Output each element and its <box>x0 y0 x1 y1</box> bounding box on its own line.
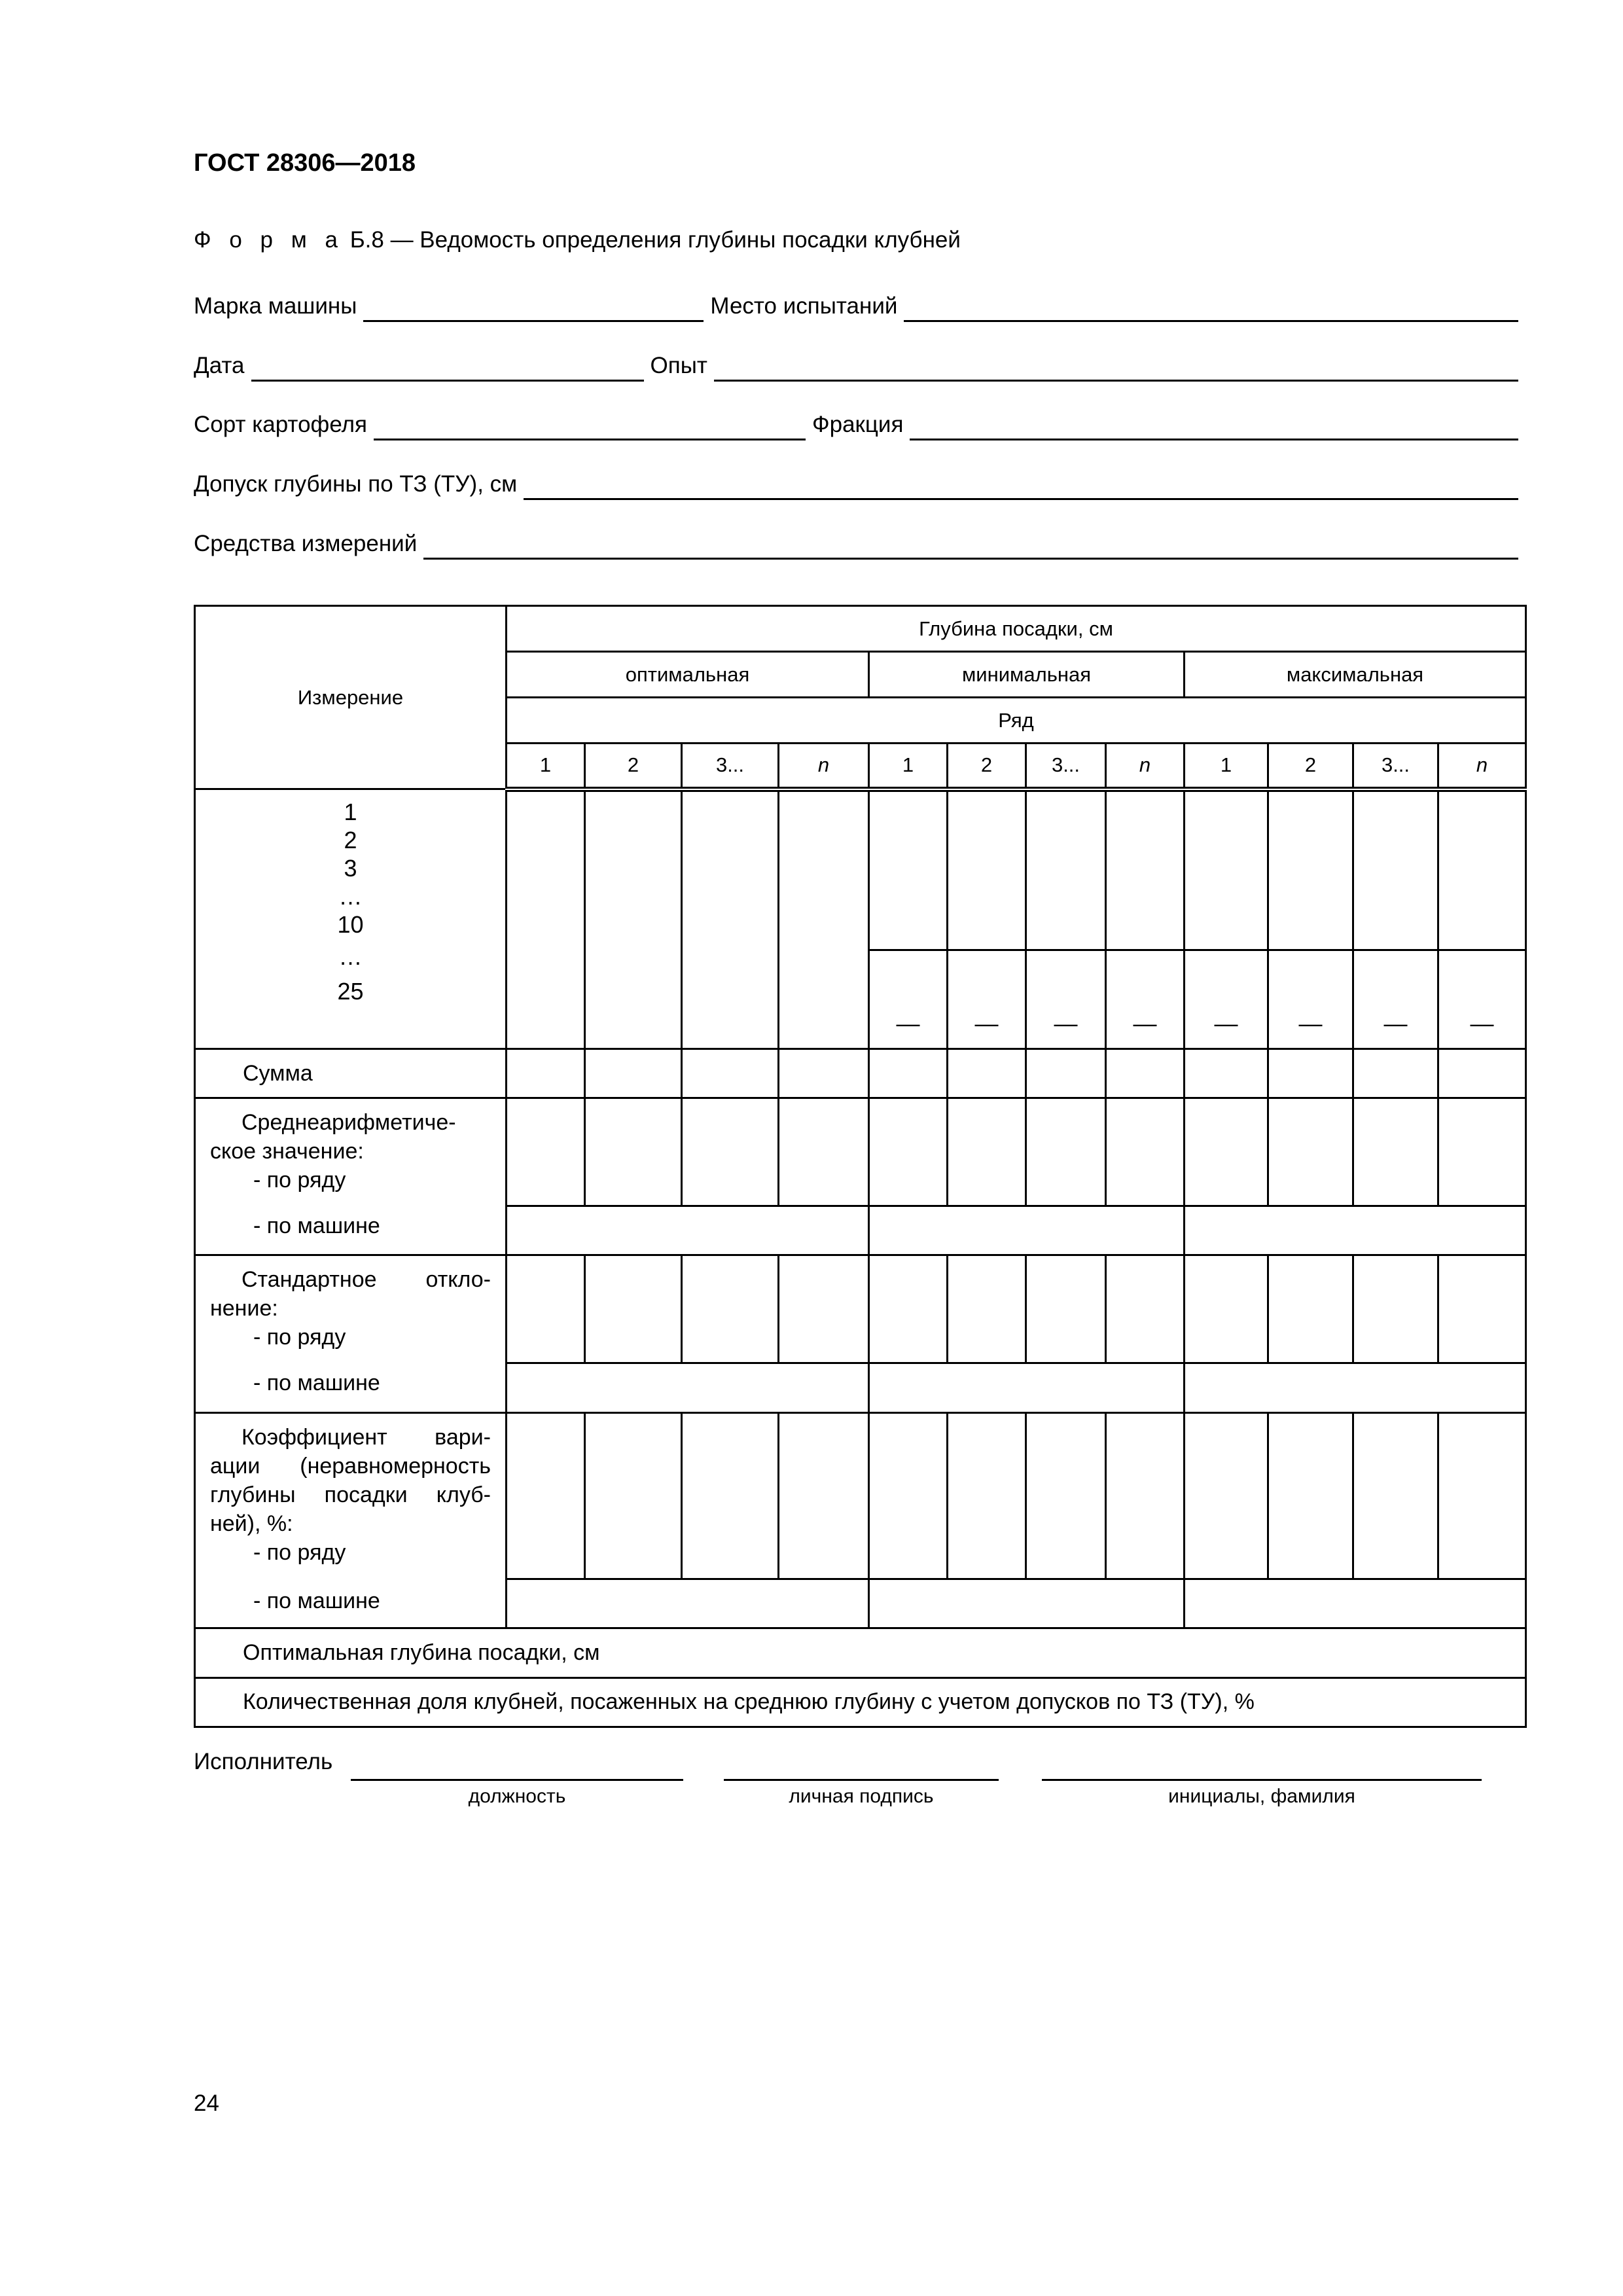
cell-input[interactable] <box>1185 1049 1268 1098</box>
col-min-3: 3... <box>1026 744 1106 789</box>
col-max-3: 3... <box>1353 744 1438 789</box>
mean-label-line: ское значение: <box>210 1139 364 1164</box>
name-line[interactable] <box>1042 1779 1482 1781</box>
cell-input[interactable] <box>1026 1412 1106 1579</box>
cell-input[interactable] <box>948 1255 1026 1363</box>
cell-input[interactable] <box>507 1049 585 1098</box>
col-max-1: 1 <box>1185 744 1268 789</box>
row-number: 2 <box>344 827 357 853</box>
form-title <box>194 227 961 253</box>
machine-label: Марка машины <box>194 293 357 319</box>
std-label-line: нение: <box>210 1296 278 1321</box>
cv-label-line: ации (неравномерность <box>210 1453 491 1479</box>
cell-input[interactable] <box>682 1412 779 1579</box>
cell-input[interactable] <box>682 789 779 1049</box>
dash-cell: — <box>1268 950 1353 1049</box>
cell-input[interactable] <box>682 1049 779 1098</box>
row-number: … <box>338 943 363 970</box>
cell-input[interactable] <box>948 1049 1026 1098</box>
dash-cell: — <box>1106 950 1185 1049</box>
variety-input-line[interactable] <box>374 414 806 440</box>
field-row-instruments <box>194 527 1518 560</box>
mean-machine-max[interactable] <box>1185 1206 1526 1255</box>
std-per-row: - по ряду <box>253 1325 346 1350</box>
machine-input-line[interactable] <box>363 295 704 322</box>
cell-input[interactable] <box>1438 789 1526 950</box>
col-min-n: n <box>1106 744 1185 789</box>
dash-cell: — <box>869 950 948 1049</box>
cv-machine-min[interactable] <box>869 1579 1185 1628</box>
cell-input[interactable] <box>1353 1255 1438 1363</box>
cell-input[interactable] <box>1268 789 1353 950</box>
dash-cell: — <box>1353 950 1438 1049</box>
cell-input[interactable] <box>507 789 585 1049</box>
fraction-input-line[interactable] <box>910 414 1518 440</box>
col-min-2: 2 <box>948 744 1026 789</box>
row-header: Ряд <box>507 698 1526 744</box>
field-row-date <box>194 349 1518 382</box>
cell-input[interactable] <box>1026 1049 1106 1098</box>
row-number: 10 <box>337 911 364 938</box>
cell-input[interactable] <box>779 1098 869 1206</box>
mean-per-machine: - по машине <box>253 1213 380 1239</box>
cv-label-line: глубины посадки клуб- <box>210 1482 491 1507</box>
row-number: 3 <box>344 855 357 882</box>
fraction-label: Фракция <box>812 412 904 437</box>
cell-input[interactable] <box>1026 1098 1106 1206</box>
cell-input[interactable] <box>1268 1049 1353 1098</box>
cell-input[interactable] <box>869 789 948 950</box>
cell-input[interactable] <box>585 1049 682 1098</box>
measurement-header: Измерение <box>195 606 507 789</box>
place-label: Место испытаний <box>710 293 898 319</box>
form-name: Б.8 — Ведомость определения глубины посадки клубней <box>349 227 961 253</box>
cell-input[interactable] <box>1106 1098 1185 1206</box>
cell-input[interactable] <box>1438 1049 1526 1098</box>
std-label-line: Стандартное откло- <box>241 1267 491 1293</box>
std-machine-min[interactable] <box>869 1363 1185 1412</box>
mean-per-row: - по ряду <box>253 1168 346 1193</box>
experiment-label: Опыт <box>650 353 707 378</box>
instruments-label: Средства измерений <box>194 531 418 556</box>
cell-input[interactable] <box>779 1255 869 1363</box>
cell-input[interactable] <box>869 1049 948 1098</box>
cell-input[interactable] <box>1106 1049 1185 1098</box>
depth-form-table <box>194 605 1527 1728</box>
tolerance-input-line[interactable] <box>524 473 1518 500</box>
cell-input[interactable] <box>779 1049 869 1098</box>
cv-label-line: Коэффициент вари- <box>241 1424 491 1450</box>
group-minimal: минимальная <box>869 652 1185 698</box>
std-label <box>195 1255 507 1412</box>
col-opt-n: n <box>779 744 869 789</box>
group-maximal: максимальная <box>1185 652 1526 698</box>
date-input-line[interactable] <box>251 355 644 382</box>
mean-machine-min[interactable] <box>869 1206 1185 1255</box>
cell-input[interactable] <box>869 1255 948 1363</box>
cv-machine-max[interactable] <box>1185 1579 1526 1628</box>
position-caption: должность <box>468 1785 566 1807</box>
cell-input[interactable] <box>507 1255 585 1363</box>
cell-input[interactable] <box>779 1412 869 1579</box>
cell-input[interactable] <box>1106 1412 1185 1579</box>
cell-input[interactable] <box>585 1412 682 1579</box>
name-caption: инициалы, фамилия <box>1168 1785 1355 1807</box>
cell-input[interactable] <box>1185 789 1268 950</box>
instruments-input-line[interactable] <box>423 533 1518 560</box>
row-number: 25 <box>337 978 364 1005</box>
dash-cell: — <box>1026 950 1106 1049</box>
field-row-tolerance <box>194 467 1518 500</box>
cell-input[interactable] <box>1353 1412 1438 1579</box>
mean-label <box>195 1098 507 1255</box>
field-row-variety <box>194 408 1518 440</box>
cell-input[interactable] <box>507 1412 585 1579</box>
position-line[interactable] <box>351 1779 683 1781</box>
cell-input[interactable] <box>1268 1412 1353 1579</box>
col-opt-1: 1 <box>507 744 585 789</box>
document-header: ГОСТ 28306—2018 <box>194 149 416 177</box>
cell-input[interactable] <box>948 1412 1026 1579</box>
cell-input[interactable] <box>507 1098 585 1206</box>
date-label: Дата <box>194 353 245 378</box>
cell-input[interactable] <box>585 789 682 1049</box>
cell-input[interactable] <box>1438 1098 1526 1206</box>
std-machine-max[interactable] <box>1185 1363 1526 1412</box>
variety-label: Сорт картофеля <box>194 412 368 437</box>
dash-cell: — <box>948 950 1026 1049</box>
signature-caption: личная подпись <box>789 1785 934 1807</box>
cell-input[interactable] <box>1268 1255 1353 1363</box>
std-per-machine: - по машине <box>253 1371 380 1396</box>
sum-label: Сумма <box>195 1049 507 1098</box>
cell-input[interactable] <box>869 1412 948 1579</box>
place-input-line[interactable] <box>904 295 1518 322</box>
cell-input[interactable] <box>1026 789 1106 950</box>
row-number: 1 <box>344 798 357 825</box>
tolerance-label: Допуск глубины по ТЗ (ТУ), см <box>194 471 518 497</box>
dash-cell: — <box>1438 950 1526 1049</box>
col-opt-3: 3... <box>682 744 779 789</box>
cell-input[interactable] <box>1353 1049 1438 1098</box>
cv-per-machine: - по машине <box>253 1588 380 1613</box>
col-max-n: n <box>1438 744 1526 789</box>
cell-input[interactable] <box>1438 1412 1526 1579</box>
cell-input[interactable] <box>1438 1255 1526 1363</box>
mean-machine-opt[interactable] <box>507 1206 869 1255</box>
cell-input[interactable] <box>682 1098 779 1206</box>
cell-input[interactable] <box>779 789 869 1049</box>
depth-header: Глубина посадки, см <box>507 606 1526 652</box>
group-optimal: оптимальная <box>507 652 869 698</box>
cv-label <box>195 1412 507 1628</box>
cell-input[interactable] <box>1026 1255 1106 1363</box>
cell-input[interactable] <box>948 1098 1026 1206</box>
dash-cell: — <box>1185 950 1268 1049</box>
cell-input[interactable] <box>1353 1098 1438 1206</box>
cell-input[interactable] <box>1106 789 1185 950</box>
optimal-depth-row[interactable]: Оптимальная глубина посадки, см <box>195 1628 1526 1677</box>
cell-input[interactable] <box>1268 1098 1353 1206</box>
cell-input[interactable] <box>585 1098 682 1206</box>
std-machine-opt[interactable] <box>507 1363 869 1412</box>
cell-input[interactable] <box>1106 1255 1185 1363</box>
cell-input[interactable] <box>682 1255 779 1363</box>
col-max-2: 2 <box>1268 744 1353 789</box>
col-min-1: 1 <box>869 744 948 789</box>
field-row-machine <box>194 289 1518 322</box>
cell-input[interactable] <box>869 1098 948 1206</box>
cell-input[interactable] <box>1353 789 1438 950</box>
tuber-share-row[interactable]: Количественная доля клубней, посаженных на среднюю глубину с учетом допусков по ТЗ (ТУ), % <box>195 1677 1526 1727</box>
page-number: 24 <box>194 2090 219 2116</box>
signature-line[interactable] <box>724 1779 999 1781</box>
cv-machine-opt[interactable] <box>507 1579 869 1628</box>
cell-input[interactable] <box>1185 1098 1268 1206</box>
cell-input[interactable] <box>1185 1412 1268 1579</box>
executor-label: Исполнитель <box>194 1749 333 1774</box>
measurement-numbers <box>195 789 507 1049</box>
experiment-input-line[interactable] <box>714 355 1518 382</box>
cell-input[interactable] <box>585 1255 682 1363</box>
col-opt-2: 2 <box>585 744 682 789</box>
cell-input[interactable] <box>948 789 1026 950</box>
mean-label-line: Среднеарифметиче- <box>241 1110 456 1136</box>
form-prefix: Ф о р м а <box>194 227 344 253</box>
cv-per-row: - по ряду <box>253 1539 346 1565</box>
row-number: … <box>338 883 363 910</box>
cv-label-line: ней), %: <box>210 1511 293 1536</box>
cell-input[interactable] <box>1185 1255 1268 1363</box>
